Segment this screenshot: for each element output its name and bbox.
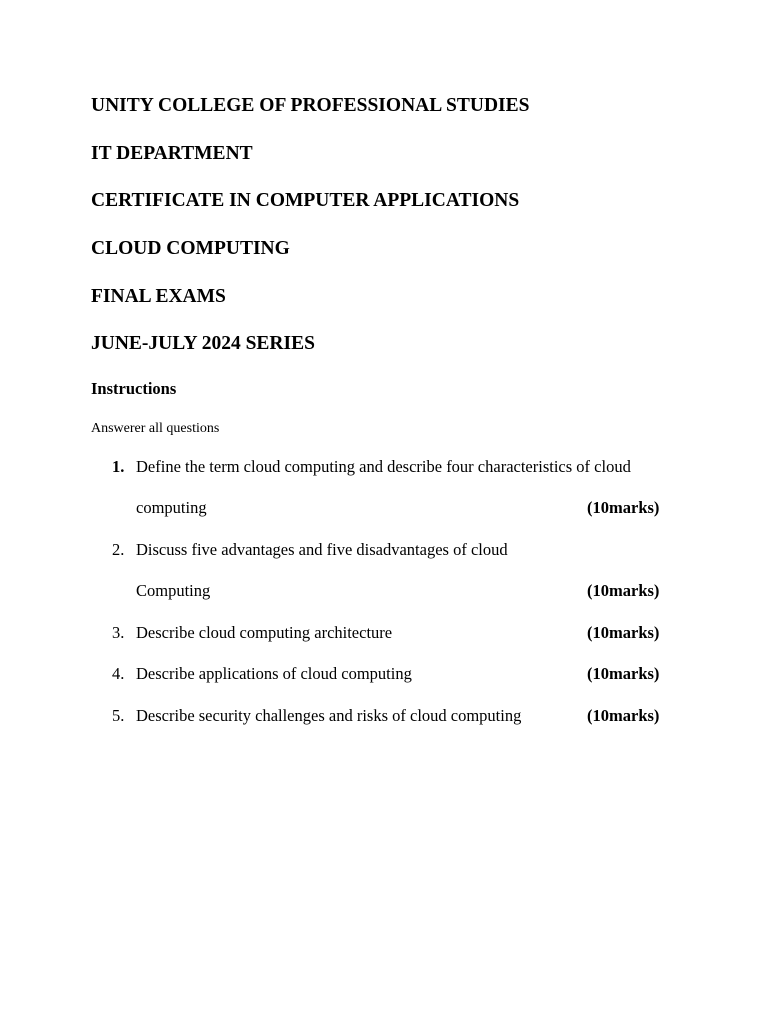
question-number: 3. xyxy=(112,623,125,642)
question-marks: (10marks) xyxy=(587,623,660,642)
instructions-heading: Instructions xyxy=(91,379,177,398)
question-number: 1. xyxy=(112,457,125,476)
question-text: Define the term cloud computing and describe four characteristics of cloud xyxy=(136,457,631,476)
question-marks: (10marks) xyxy=(587,706,660,725)
question-text: computing xyxy=(136,498,207,517)
instructions-text: Answerer all questions xyxy=(91,421,220,436)
question-number: 4. xyxy=(112,664,125,683)
program-name: CERTIFICATE IN COMPUTER APPLICATIONS xyxy=(91,190,520,211)
question-text: Describe security challenges and risks of cloud computing xyxy=(136,706,522,725)
question-text: Describe cloud computing architecture xyxy=(136,623,393,642)
department-name: IT DEPARTMENT xyxy=(91,143,253,164)
exam-series: JUNE-JULY 2024 SERIES xyxy=(91,333,315,354)
question-text: Computing xyxy=(136,581,211,600)
college-name: UNITY COLLEGE OF PROFESSIONAL STUDIES xyxy=(91,95,530,116)
question-marks: (10marks) xyxy=(587,498,660,517)
question-marks: (10marks) xyxy=(587,664,660,683)
question-number: 2. xyxy=(112,540,125,559)
question-text: Discuss five advantages and five disadvantages of cloud xyxy=(136,540,508,559)
question-number: 5. xyxy=(112,706,125,725)
course-name: CLOUD COMPUTING xyxy=(91,238,290,259)
question-marks: (10marks) xyxy=(587,581,660,600)
question-text: Describe applications of cloud computing xyxy=(136,664,412,683)
exam-name: FINAL EXAMS xyxy=(91,286,226,307)
